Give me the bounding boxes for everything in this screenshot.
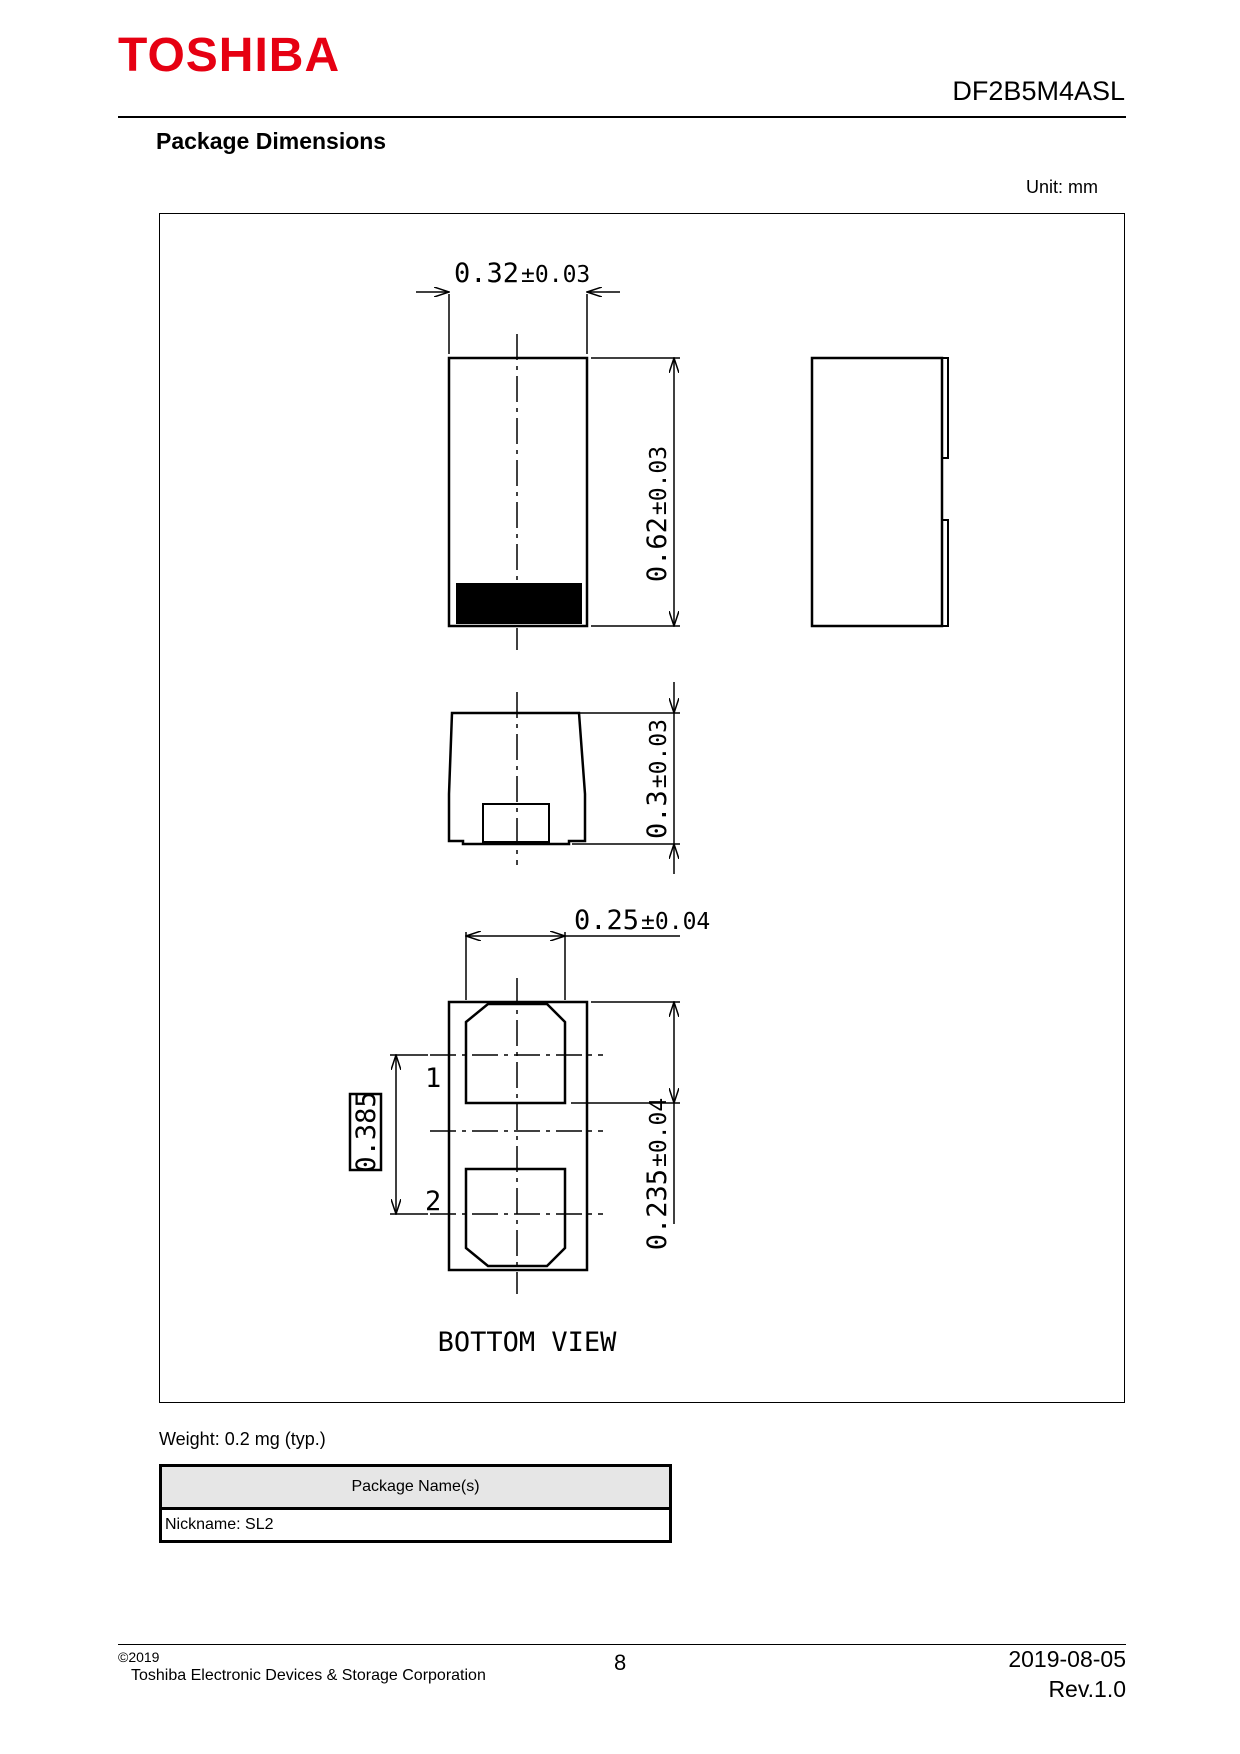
bottom-view [350, 932, 680, 1294]
dim-pad-width: 0.25±0.04 [574, 905, 711, 936]
revision: Rev.1.0 [1048, 1676, 1126, 1702]
dim-pad-length: 0.235±0.04 [642, 1097, 673, 1251]
pad-2 [466, 1169, 565, 1266]
polarity-mark [456, 583, 582, 624]
bottom-view-label: BOTTOM VIEW [437, 1327, 617, 1358]
pin-1-label: 1 [425, 1063, 442, 1094]
dim-height: 0.3±0.03 [642, 718, 673, 840]
pad-1 [466, 1004, 565, 1103]
dim-pitch: 0.385 [351, 1091, 382, 1173]
top-view [416, 292, 680, 650]
header-divider [118, 116, 1126, 118]
pin-2-label: 2 [425, 1186, 442, 1217]
document-date: 2019-08-05 [1008, 1646, 1126, 1672]
copyright: ©2019 [118, 1649, 160, 1665]
package-name-table [159, 1464, 672, 1543]
corporation-name: Toshiba Electronic Devices & Storage Corporation [131, 1667, 486, 1684]
package-name-header: Package Name(s) [161, 1466, 671, 1509]
section-title: Package Dimensions [156, 128, 387, 154]
unit-label: Unit: mm [1026, 177, 1098, 197]
dim-length: 0.62±0.03 [642, 445, 673, 583]
toshiba-logo: TOSHIBA [118, 29, 341, 82]
weight-text: Weight: 0.2 mg (typ.) [159, 1429, 326, 1449]
page-number: 8 [614, 1650, 627, 1675]
footer-divider [118, 1644, 1126, 1645]
side-view [812, 358, 948, 626]
package-drawing [159, 213, 1125, 1403]
part-number: DF2B5M4ASL [952, 76, 1125, 106]
package-drawing-svg [160, 214, 1126, 1404]
package-nickname: Nickname: SL2 [161, 1509, 671, 1542]
dim-width-top: 0.32±0.03 [454, 258, 591, 289]
